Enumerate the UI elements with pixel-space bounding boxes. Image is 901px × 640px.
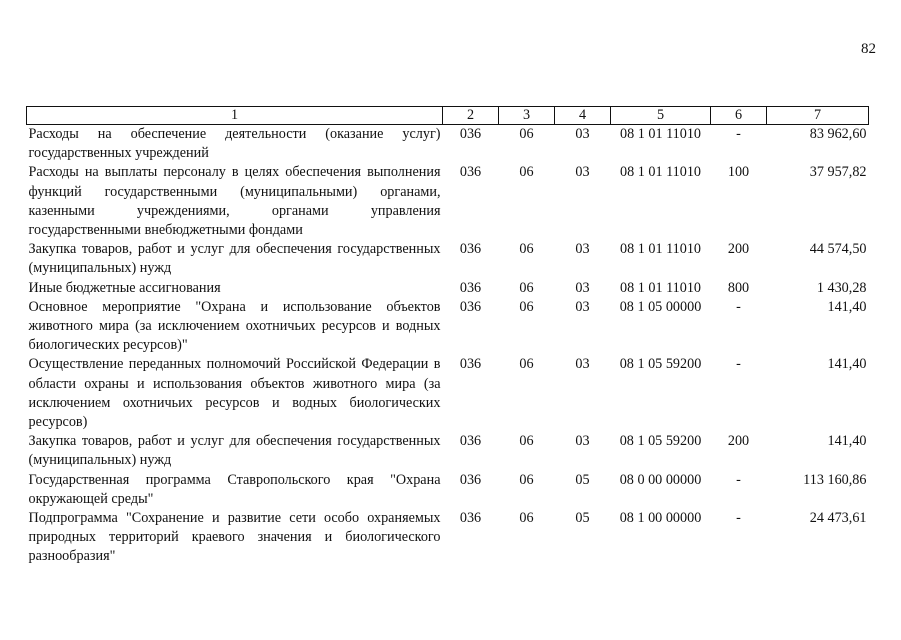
row-expense-type: -	[736, 126, 741, 142]
row-section: 06	[519, 279, 534, 296]
row-target-article: 08 1 00 00000	[619, 510, 702, 527]
row-expense-type: 100	[727, 164, 750, 181]
row-name: Расходы на обеспечение деятельности (оказание услуг) государственных учреждений	[28, 126, 441, 162]
row-admin-code: 036	[459, 433, 482, 450]
row-admin-code: 036	[459, 126, 482, 142]
row-admin-code: 036	[459, 356, 482, 373]
row-target-article: 08 1 05 00000	[619, 298, 702, 315]
row-subsection: 03	[575, 356, 590, 373]
row-subsection: 03	[575, 298, 590, 315]
header-col-7: 7	[767, 107, 869, 125]
row-target-article: 08 1 05 59200	[619, 356, 702, 373]
row-amount: 44 574,50	[809, 241, 867, 258]
row-section: 06	[519, 164, 534, 181]
header-col-5: 5	[611, 107, 711, 125]
row-amount: 141,40	[827, 356, 867, 373]
table-row	[27, 432, 869, 470]
row-section: 06	[519, 241, 534, 258]
row-expense-type: 200	[727, 433, 750, 450]
row-target-article: 08 1 01 11010	[619, 126, 702, 142]
row-subsection: 05	[575, 471, 590, 488]
page-number: 82	[861, 41, 876, 57]
row-section: 06	[519, 471, 534, 488]
row-subsection: 03	[575, 241, 590, 258]
row-name: Иные бюджетные ассигнования	[28, 279, 221, 296]
row-name: Закупка товаров, работ и услуг для обеспечения государственных (муниципальных) нужд	[28, 241, 441, 277]
table-row	[27, 125, 869, 164]
row-section: 06	[519, 356, 534, 373]
row-target-article: 08 0 00 00000	[619, 471, 702, 488]
row-section: 06	[519, 298, 534, 315]
row-expense-type: 200	[727, 241, 750, 258]
table-row	[27, 240, 869, 278]
row-expense-type: -	[736, 510, 741, 527]
row-subsection: 03	[575, 126, 590, 142]
table-row	[27, 471, 869, 509]
row-subsection: 03	[575, 433, 590, 450]
budget-table	[26, 106, 869, 567]
header-col-1: 1	[27, 107, 443, 125]
row-target-article: 08 1 01 11010	[619, 164, 702, 181]
row-name: Закупка товаров, работ и услуг для обеспечения государственных (муниципальных) нужд	[28, 433, 441, 469]
row-section: 06	[519, 126, 534, 142]
table-header-row	[27, 107, 869, 125]
row-expense-type: -	[736, 471, 741, 488]
row-admin-code: 036	[459, 164, 482, 181]
table-row	[27, 298, 869, 356]
row-amount: 1 430,28	[816, 279, 867, 296]
row-admin-code: 036	[459, 510, 482, 527]
row-expense-type: -	[736, 356, 741, 373]
row-name: Подпрограмма "Сохранение и развитие сети особо охраняемых природных территорий краевого значения и биологического разнообразия"	[28, 510, 441, 565]
row-admin-code: 036	[459, 279, 482, 296]
table-row	[27, 279, 869, 298]
row-amount: 83 962,60	[809, 126, 867, 142]
row-expense-type: 800	[727, 279, 750, 296]
table-row	[27, 355, 869, 432]
header-col-3: 3	[499, 107, 555, 125]
row-target-article: 08 1 05 59200	[619, 433, 702, 450]
table-row	[27, 163, 869, 240]
row-admin-code: 036	[459, 241, 482, 258]
row-section: 06	[519, 433, 534, 450]
row-amount: 113 160,86	[803, 471, 867, 488]
row-amount: 141,40	[827, 433, 867, 450]
row-admin-code: 036	[459, 471, 482, 488]
header-col-2: 2	[443, 107, 499, 125]
row-expense-type: -	[736, 298, 741, 315]
row-admin-code: 036	[459, 298, 482, 315]
row-name: Государственная программа Ставропольского края "Охрана окружающей среды"	[28, 471, 441, 507]
header-col-6: 6	[711, 107, 767, 125]
row-amount: 24 473,61	[809, 510, 867, 527]
table-row	[27, 509, 869, 567]
row-target-article: 08 1 01 11010	[619, 279, 702, 296]
row-name: Основное мероприятие "Охрана и использование объектов животного мира (за исключением охотничьих ресурсов и водных биологических ресурсов)"	[28, 298, 441, 354]
row-subsection: 05	[575, 510, 590, 527]
row-amount: 37 957,82	[809, 164, 867, 181]
row-section: 06	[519, 510, 534, 527]
header-col-4: 4	[555, 107, 611, 125]
row-target-article: 08 1 01 11010	[619, 241, 702, 258]
row-amount: 141,40	[827, 298, 867, 315]
row-name: Осуществление переданных полномочий Российской Федерации в области охраны и использования объектов животного мира (за исключением охотничьих ресурсов и водных биологических ресурсов)	[28, 356, 441, 431]
row-name: Расходы на выплаты персоналу в целях обеспечения выполнения функций государственными (муниципальными) органами, казенными учреждениями, органами управления государственными внебюджетными фондами	[28, 164, 441, 239]
row-subsection: 03	[575, 164, 590, 181]
row-subsection: 03	[575, 279, 590, 296]
